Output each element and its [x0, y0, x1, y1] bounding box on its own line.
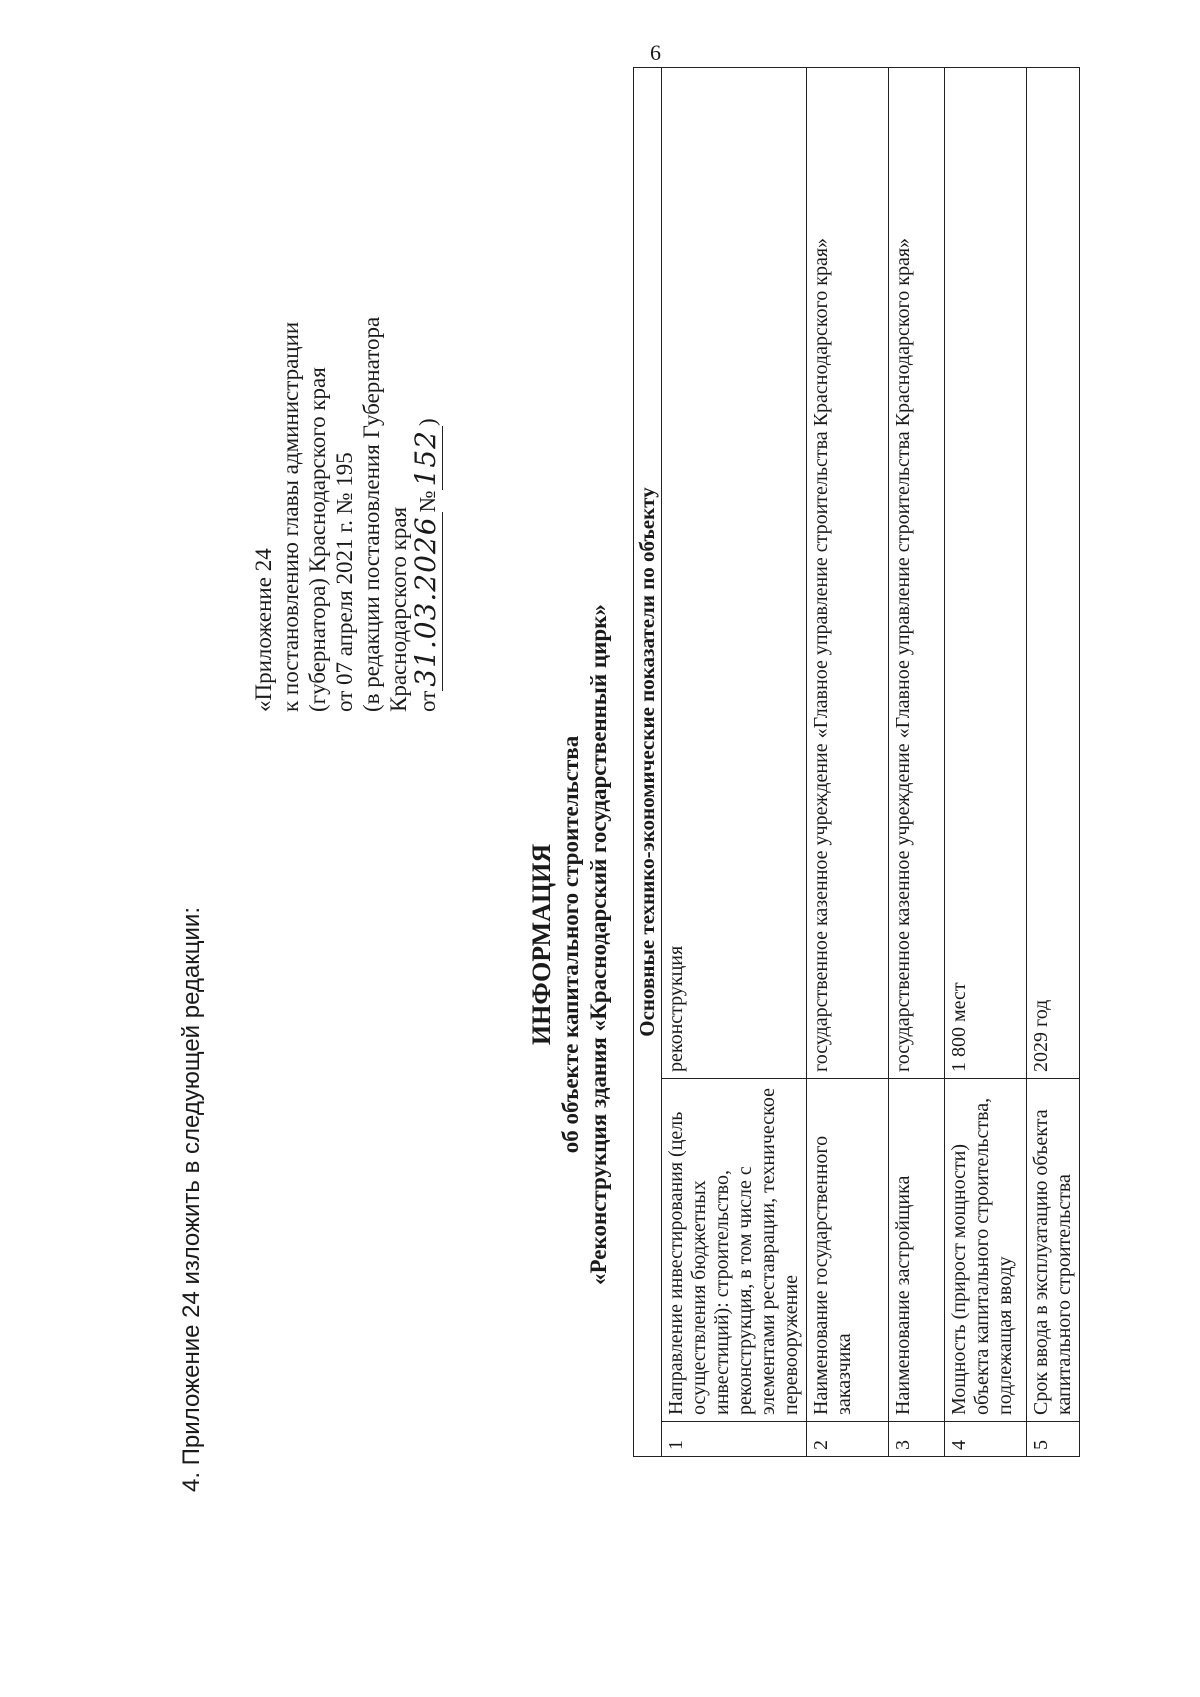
table-row [662, 68, 807, 1457]
row-label: Срок ввода в эксплуатацию объекта капитального строительства [1027, 1079, 1080, 1422]
appendix-line: Краснодарского края [386, 506, 411, 712]
appendix-reference [250, 182, 441, 712]
document-title: ИНФОРМАЦИЯ [527, 843, 556, 1046]
rotated-page-content [0, 177, 1100, 1697]
appendix-date-line [409, 418, 442, 712]
object-name: «Реконструкция здания «Краснодарский государственный цирк» [586, 604, 611, 1285]
row-value: 2029 год [1027, 68, 1080, 1079]
row-number: 3 [889, 1422, 945, 1457]
row-number: 4 [945, 1422, 1027, 1457]
number-prefix: № [415, 490, 440, 513]
document-title-block [527, 397, 613, 1492]
table-row [807, 68, 889, 1457]
intro-text: 4. Приложение 24 изложить в следующей редакции: [178, 907, 205, 1492]
row-label: Направление инвестирования (цель осуществления бюджетных инвестиций): строительство, реконструкция, в том числе с элементами реставрации, техническое перевооружение [662, 1079, 807, 1422]
appendix-line: (в редакции постановления Губернатора [359, 316, 384, 712]
row-label: Наименование государственного заказчика [807, 1079, 889, 1422]
table-row [889, 68, 945, 1457]
row-value: государственное казенное учреждение «Главное управление строительства Краснодарского края» [889, 68, 945, 1079]
closing-paren: ) [415, 418, 440, 427]
document-subtitle: об объекте капитального строительства [558, 735, 583, 1154]
table-row [1027, 68, 1080, 1457]
table-header: Основные технико-экономические показатели по объекту [634, 68, 662, 1457]
from-prefix: от [415, 690, 440, 712]
appendix-line: от 07 апреля 2021 г. № 195 [332, 452, 357, 712]
page-number: 6 [650, 40, 661, 65]
row-value: 1 800 мест [945, 68, 1027, 1079]
indicators-table [633, 67, 1080, 1457]
appendix-line: (губернатора) Краснодарского края [305, 367, 330, 712]
table-row [945, 68, 1027, 1457]
appendix-line: «Приложение 24 [251, 548, 276, 712]
row-label: Наименование застройщика [889, 1079, 945, 1422]
row-number: 1 [662, 1422, 807, 1457]
table-header-row [634, 68, 662, 1457]
row-label: Мощность (прирост мощности) объекта капитального строительства, подлежащая вводу [945, 1079, 1027, 1422]
row-number: 2 [807, 1422, 889, 1457]
handwritten-number: 152 [409, 426, 443, 490]
row-value: государственное казенное учреждение «Главное управление строительства Краснодарского края» [807, 68, 889, 1079]
handwritten-date: 31.03.2026 [409, 512, 443, 690]
appendix-line: к постановлению главы администрации [278, 321, 303, 712]
row-number: 5 [1027, 1422, 1080, 1457]
row-value: реконструкция [662, 68, 807, 1079]
